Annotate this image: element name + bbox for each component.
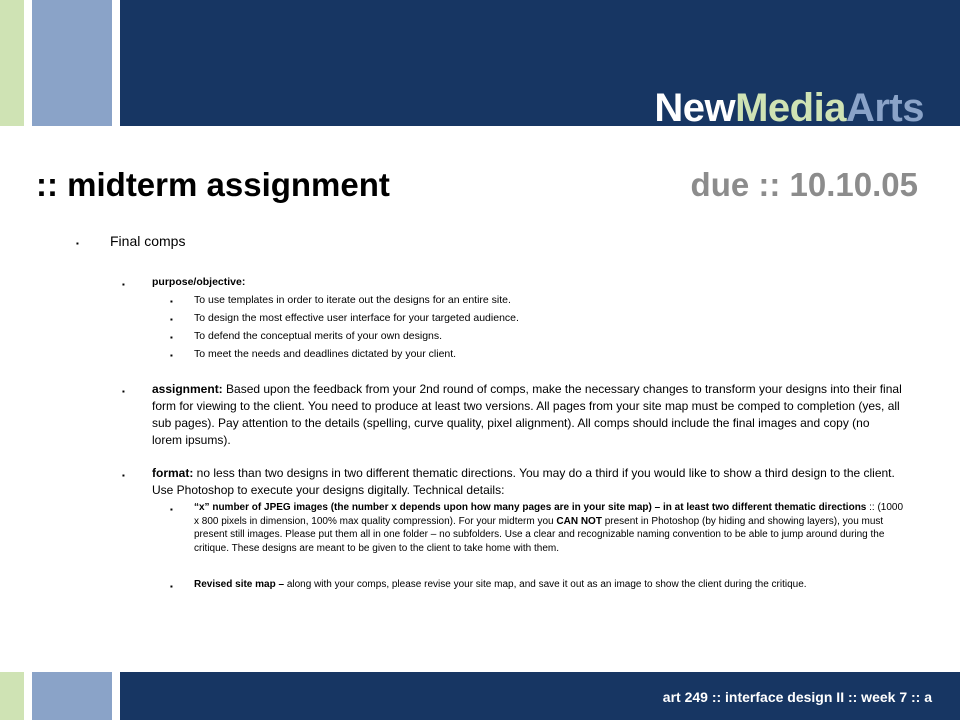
logo-new: New <box>654 86 736 130</box>
format-text: no less than two designs in two different thematic directions. You may do a third if you would like to show a third design to the client. Use Photoshop to execute your designs digitally. Technical details: <box>152 466 895 497</box>
bullet-icon: ▪ <box>170 333 173 342</box>
final-comps-heading: Final comps <box>110 233 186 249</box>
logo-media: Media <box>735 86 846 130</box>
bullet-icon: ▪ <box>170 315 173 324</box>
logo-arts: Arts <box>845 86 924 130</box>
bullet-icon: ▪ <box>170 351 173 360</box>
assignment-paragraph <box>152 381 902 449</box>
assignment-label: assignment: <box>152 382 223 396</box>
header-blue-bar <box>32 0 112 126</box>
purpose-item: To meet the needs and deadlines dictated by your client. <box>194 348 457 360</box>
jpeg-requirement: “x” number of JPEG images (the number x depends upon how many pages are in your site map) – in at least two different thematic directions :: (1000 x 800 pixels in dimension, 100% max quality compression). For your midterm you CAN NOT present in Photoshop (by hiding and showing layers), you must present still images. Please put them all in one folder – no subfolders. Use a clear and recognizable naming convention to be able to jump around during the critique. These designs are meant to be given to the client to take home with them. <box>194 502 904 554</box>
header-green-bar <box>0 0 24 126</box>
brand-logo <box>654 84 924 132</box>
purpose-item: To design the most effective user interface for your targeted audience. <box>194 312 519 324</box>
footer-course-label: art 249 :: interface design II :: week 7 :: a <box>662 689 932 705</box>
bullet-icon: ▪ <box>76 239 79 248</box>
footer-green-bar <box>0 672 24 720</box>
format-label: format: <box>152 466 194 480</box>
sitemap-requirement: Revised site map – along with your comps, please revise your site map, and save it out as an image to show the client during the critique. <box>194 579 807 590</box>
footer-blue-bar <box>32 672 112 720</box>
bullet-icon: ▪ <box>170 582 173 591</box>
bullet-icon: ▪ <box>122 471 125 480</box>
bullet-icon: ▪ <box>170 297 173 306</box>
bullet-icon: ▪ <box>122 387 125 396</box>
purpose-label: purpose/objective: <box>152 276 246 288</box>
slide-title: :: midterm assignment <box>36 166 390 203</box>
bullet-icon: ▪ <box>170 505 173 514</box>
assignment-text: Based upon the feedback from your 2nd round of comps, make the necessary changes to transform your designs into their final form for viewing to the client. You need to produce at least two versions. All pages from your site map must be comped to completion (yes, all sub pages). Pay attention to the details (spelling, curve quality, pixel alignment). All comps should include the final images and copy (no lorem ipsums). <box>152 382 902 447</box>
purpose-item: To defend the conceptual merits of your own designs. <box>194 330 443 342</box>
format-paragraph <box>152 465 902 499</box>
due-date: due :: 10.10.05 <box>690 166 918 203</box>
purpose-item: To use templates in order to iterate out the designs for an entire site. <box>194 294 511 306</box>
bullet-icon: ▪ <box>122 280 125 289</box>
